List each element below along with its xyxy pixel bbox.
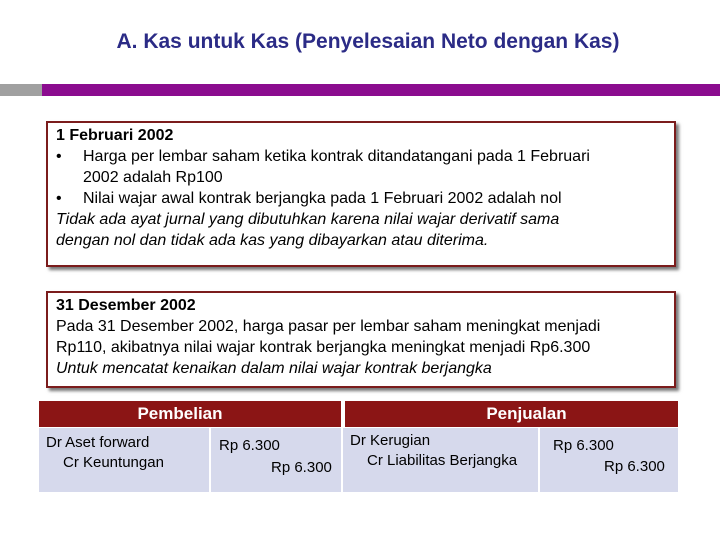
bullet-marker: • — [56, 190, 62, 207]
dec-2002-line: Pada 31 Desember 2002, harga pasar per lembar saham meningkat menjadi — [56, 318, 601, 335]
title-divider-bar — [0, 84, 720, 96]
dec-2002-note: Untuk mencatat kenaikan dalam nilai wajar kontrak berjangka — [56, 360, 492, 377]
buy-column-header — [39, 401, 341, 427]
bullet-item — [56, 188, 666, 209]
sell-column-header — [345, 401, 678, 427]
dec-2002-heading: 31 Desember 2002 — [56, 297, 196, 314]
sell-credit-amount: Rp 6.300 — [604, 458, 665, 475]
sell-accounts-cell — [343, 428, 538, 492]
dec-2002-box — [46, 291, 676, 388]
bullet-text: Nilai wajar awal kontrak berjangka pada 1 Februari 2002 adalah nol — [83, 190, 562, 207]
sell-debit-account: Dr Kerugian — [350, 432, 431, 449]
bullet-line: 2002 adalah Rp100 — [83, 169, 223, 186]
feb-2002-heading: 1 Februari 2002 — [56, 127, 174, 144]
feb-2002-note — [56, 209, 666, 251]
sell-header-label: Penjualan — [486, 404, 567, 423]
buy-accounts-cell — [39, 428, 209, 492]
buy-amounts-cell — [211, 428, 341, 492]
buy-header-label: Pembelian — [137, 404, 223, 423]
note-line: Tidak ada ayat jurnal yang dibutuhkan karena nilai wajar derivatif sama — [56, 211, 560, 228]
bullet-marker: • — [56, 148, 62, 165]
bullet-line: Harga per lembar saham ketika kontrak ditandatangani pada 1 Februari — [83, 148, 590, 165]
sell-amounts-cell — [540, 428, 678, 492]
buy-debit-amount: Rp 6.300 — [219, 437, 280, 454]
buy-credit-account: Cr Keuntungan — [63, 454, 164, 471]
bullet-item — [56, 146, 666, 188]
bullet-text — [83, 146, 590, 188]
sell-debit-amount: Rp 6.300 — [553, 437, 614, 454]
sell-credit-account: Cr Liabilitas Berjangka — [367, 452, 518, 469]
feb-2002-box — [46, 121, 676, 267]
buy-debit-account: Dr Aset forward — [46, 434, 150, 451]
slide-title: A. Kas untuk Kas (Penyelesaian Neto dengan Kas) — [116, 30, 620, 53]
note-line: dengan nol dan tidak ada kas yang dibayarkan atau diterima. — [56, 232, 489, 249]
dec-2002-line: Rp110, akibatnya nilai wajar kontrak berjangka meningkat menjadi Rp6.300 — [56, 339, 591, 356]
buy-credit-amount: Rp 6.300 — [271, 459, 332, 476]
